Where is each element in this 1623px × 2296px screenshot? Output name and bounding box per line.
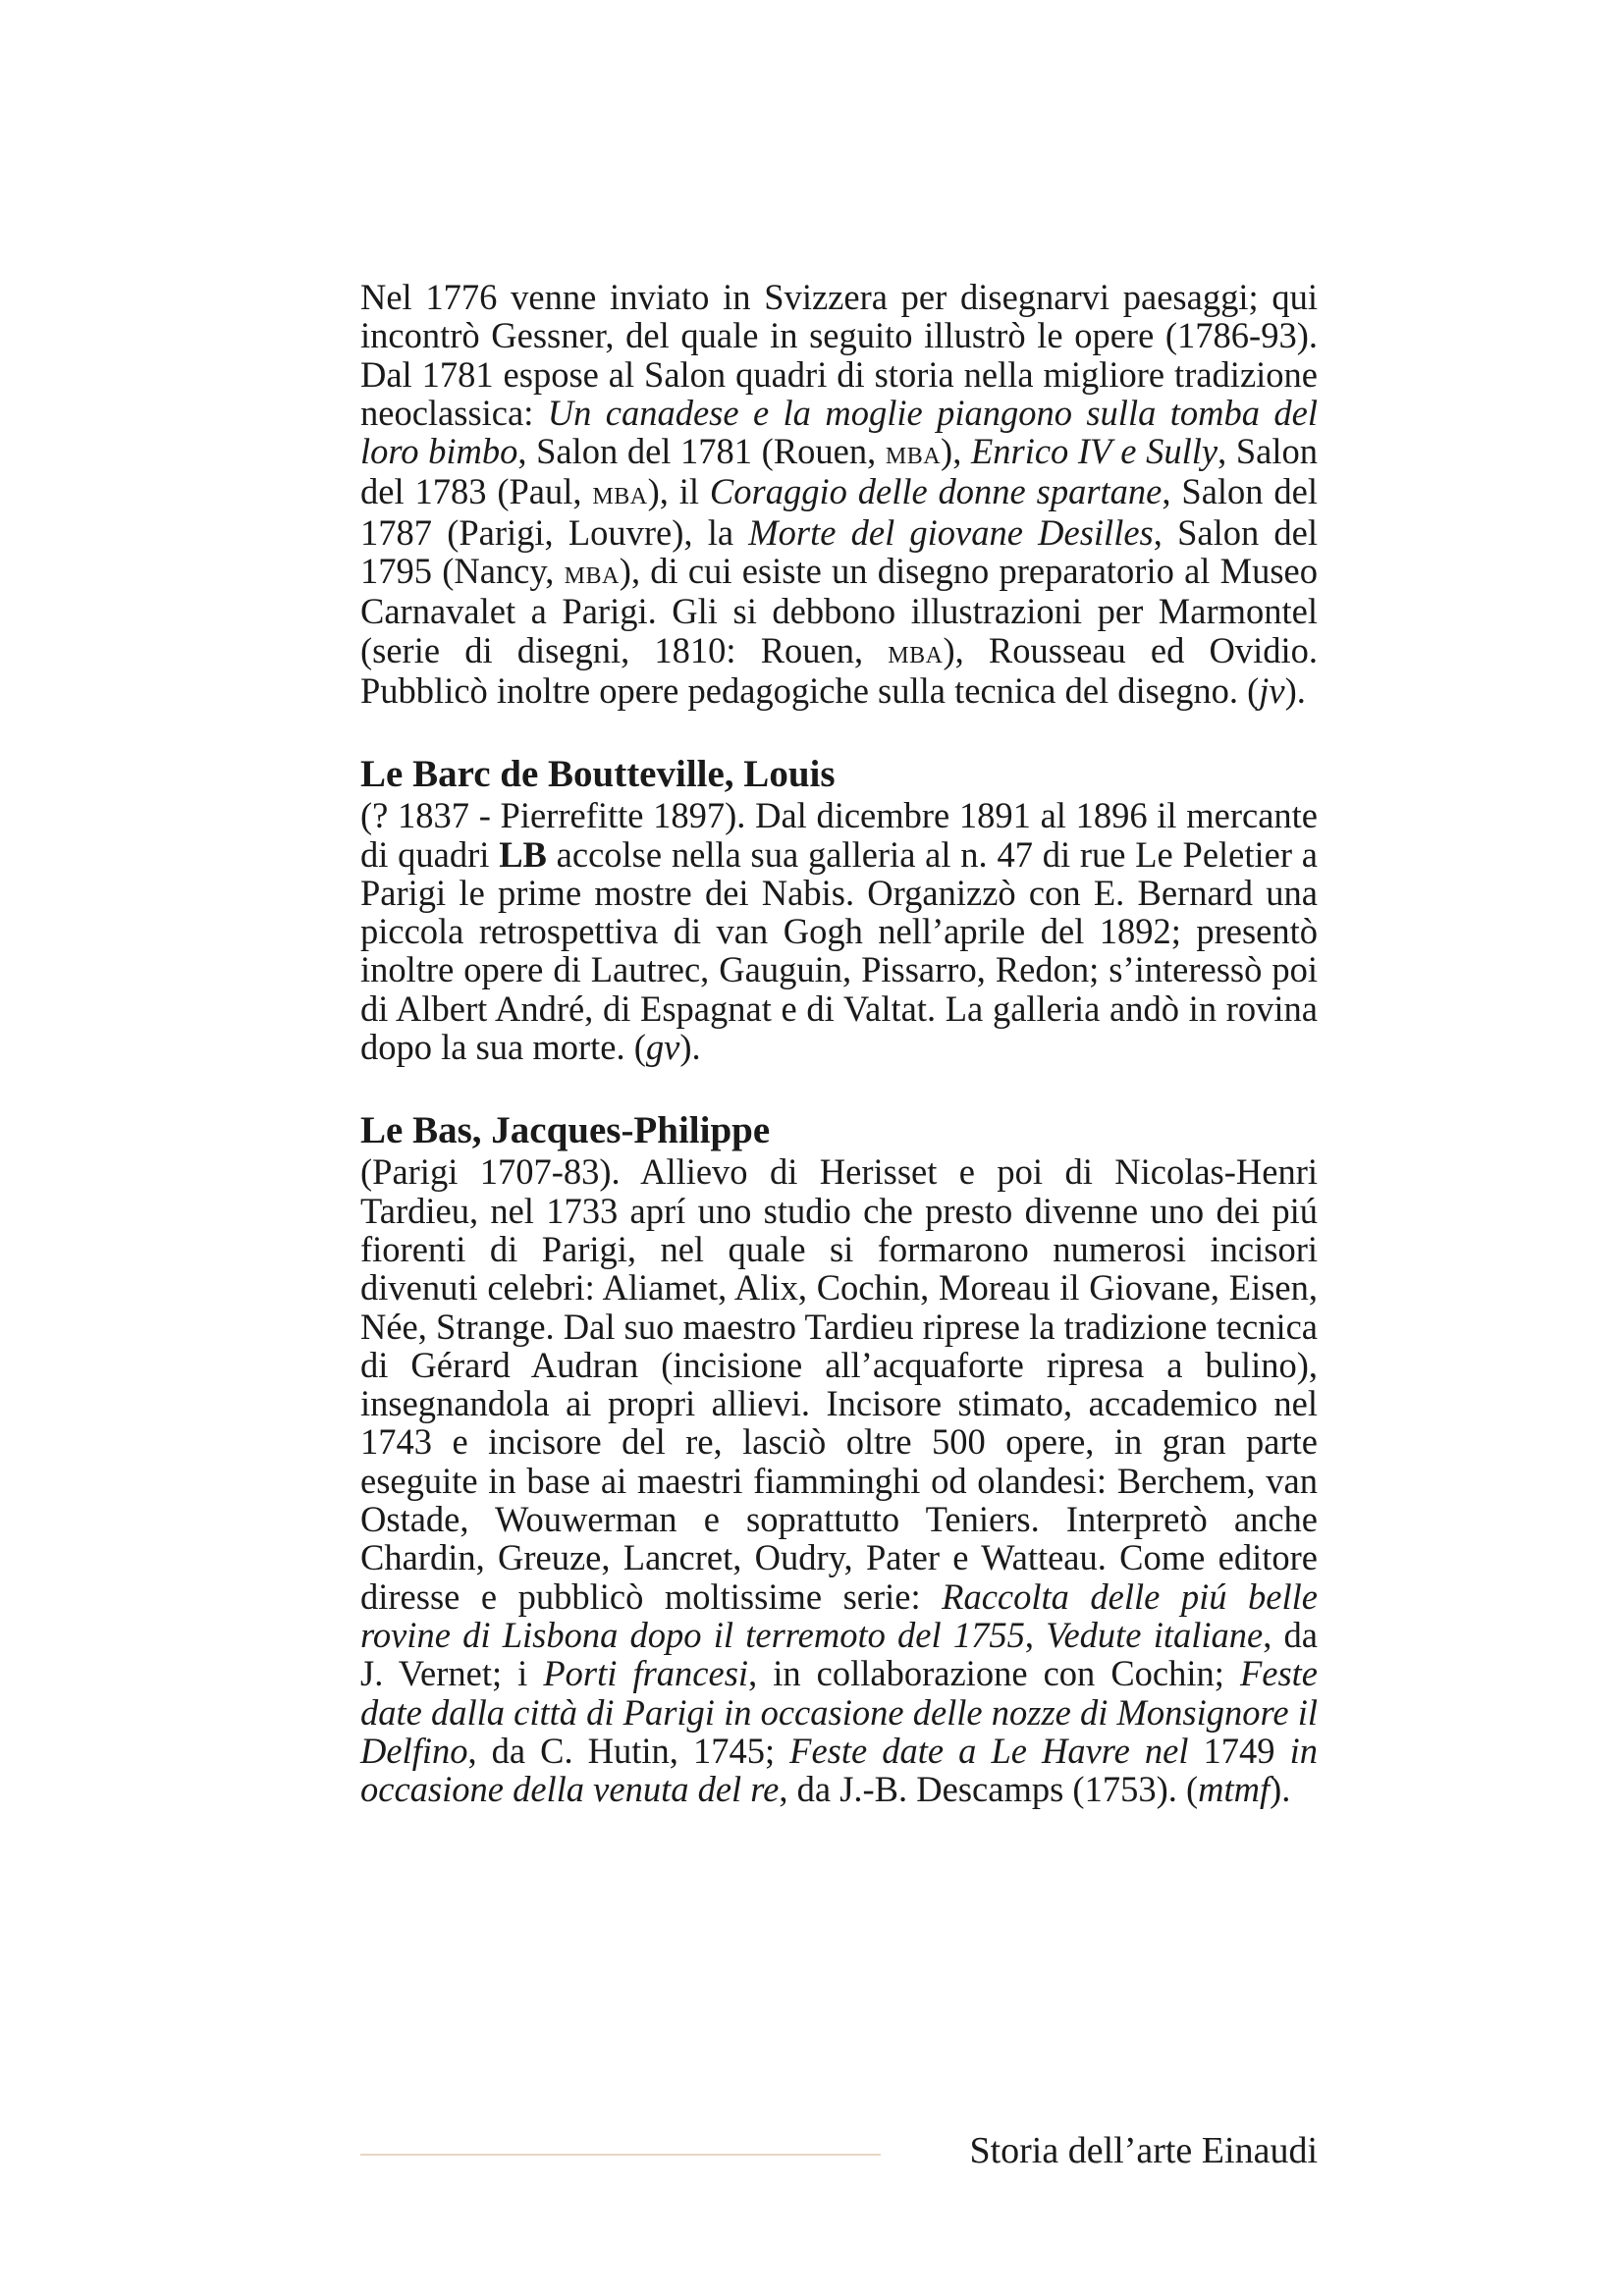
- page-footer: [360, 2128, 1318, 2177]
- entry-title: Le Barc de Boutteville, Louis: [360, 753, 836, 796]
- museum-abbr: mba: [564, 554, 620, 592]
- author-initials: jv: [1259, 669, 1285, 711]
- text-run: Nel 1776 venne inviato in Svizzera per disegnarvi paesaggi; qui incontrò Gessner, del quale in seguito illustrò le opere (1786-93). Dal 1781 espose al Salon quadri di storia nella migliore tradizione neoclassica:: [360, 277, 1318, 433]
- work-title: Feste date dalla città di Parigi in occasione delle nozze di Monsignore il Delfino: [360, 1653, 1319, 1771]
- entry-title: Le Bas, Jacques-Philippe: [360, 1109, 771, 1152]
- museum-abbr: mba: [888, 632, 944, 670]
- text-run: , Salon del 1781 (Rouen,: [517, 431, 886, 472]
- text-run: ),: [941, 431, 971, 472]
- work-title: Enrico IV e Sully: [970, 431, 1218, 472]
- text-run: ).: [1284, 669, 1306, 711]
- entry-continuation-paragraph: [360, 278, 1318, 710]
- entry-paragraph: [360, 1152, 1318, 1808]
- text-run: (Parigi 1707-83). Allievo di Herisset e poi di Nicolas-Henri Tardieu, nel 1733 aprí uno studio che presto divenne uno dei piú fiorenti di Parigi, nel quale si formarono numerosi incisori divenuti celebri: Aliamet, Alix, Cochin, Moreau il Giovane, Eisen, Née, Strange. Dal suo maestro Tardieu riprese la tradizione tecnica di Gérard Audran (incisione all’acquaforte ripresa a bulino), insegnandola ai propri allievi. Incisore stimato, accademico nel 1743 e incisore del re, lasciò oltre 500 opere, in gran parte eseguite in base ai maestri fiamminghi od olandesi: Berchem, van Ostade, Wouwerman e soprattutto Teniers. Interpretò anche Chardin, Greuze, Lancret, Oudry, Pater e Watteau. Come editore diresse e pubblicò moltissime serie:: [360, 1151, 1318, 1617]
- work-title: Raccolta delle piú belle rovine di Lisbona dopo il terremoto del 1755: [360, 1575, 1318, 1655]
- text-column: [360, 278, 1318, 1808]
- author-initials: gv: [645, 1027, 680, 1068]
- text-run: ,: [1024, 1614, 1047, 1655]
- text-run: ).: [679, 1027, 701, 1068]
- footer-rule: [360, 2154, 881, 2156]
- work-title: Morte del giovane Desilles: [748, 511, 1154, 553]
- text-run: , da C. Hutin, 1745;: [467, 1730, 790, 1771]
- text-run: , Salon del 1787 (Parigi, Louvre), la: [360, 471, 1319, 553]
- text-run: , da J. Vernet; i: [360, 1614, 1319, 1694]
- text-run: 1749: [1188, 1730, 1290, 1771]
- entry-paragraph: [360, 796, 1318, 1066]
- text-run: ), il: [647, 471, 710, 512]
- text-run: ), Rousseau ed Ovidio. Pubblicò inoltre opere pedagogiche sulla tecnica del disegno. (: [360, 629, 1318, 711]
- text-run: , in collaborazione con Cochin;: [748, 1653, 1240, 1694]
- text-run: accolse nella sua galleria al n. 47 di rue Le Peletier a Parigi le prime mostre dei Nabis. Organizzò con E. Bernard una piccola retrospettiva di van Gogh nell’aprile del 1892; presentò inoltre opere di Lautrec, Gauguin, Pissarro, Redon; s’interessò poi di Albert André, di Espagnat e di Valtat. La galleria andò in rovina dopo la sua morte. (: [360, 833, 1318, 1068]
- text-run: ), di cui esiste un disegno preparatorio al Museo Carnavalet a Parigi. Gli si debbono illustrazioni per Marmontel (serie di disegni, 1810: Rouen,: [360, 551, 1318, 670]
- work-title: in occasione della venuta del re: [360, 1730, 1318, 1810]
- footer-publication-title: Storia dell’arte Einaudi: [969, 2130, 1318, 2171]
- work-title: Porti francesi: [543, 1653, 749, 1694]
- text-run: , da J.-B. Descamps (1753). (: [779, 1769, 1199, 1810]
- work-title: Feste date a Le Havre nel: [789, 1730, 1189, 1771]
- work-title: Coraggio delle donne spartane: [709, 471, 1163, 512]
- text-run: ).: [1270, 1769, 1291, 1810]
- text-run: , Salon del 1783 (Paul,: [360, 431, 1318, 512]
- museum-abbr: mba: [885, 434, 942, 472]
- text-run: , Salon del 1795 (Nancy,: [360, 511, 1318, 592]
- entry-abbreviation: LB: [499, 833, 547, 875]
- work-title: Un canadese e la moglie piangono sulla tomba del loro bimbo: [360, 392, 1318, 472]
- text-run: (? 1837 - Pierrefitte 1897). Dal dicembre 1891 al 1896 il mercante di quadri: [360, 795, 1318, 875]
- museum-abbr: mba: [592, 474, 648, 512]
- author-initials: mtmf: [1198, 1769, 1271, 1810]
- work-title: Vedute italiane: [1046, 1614, 1264, 1655]
